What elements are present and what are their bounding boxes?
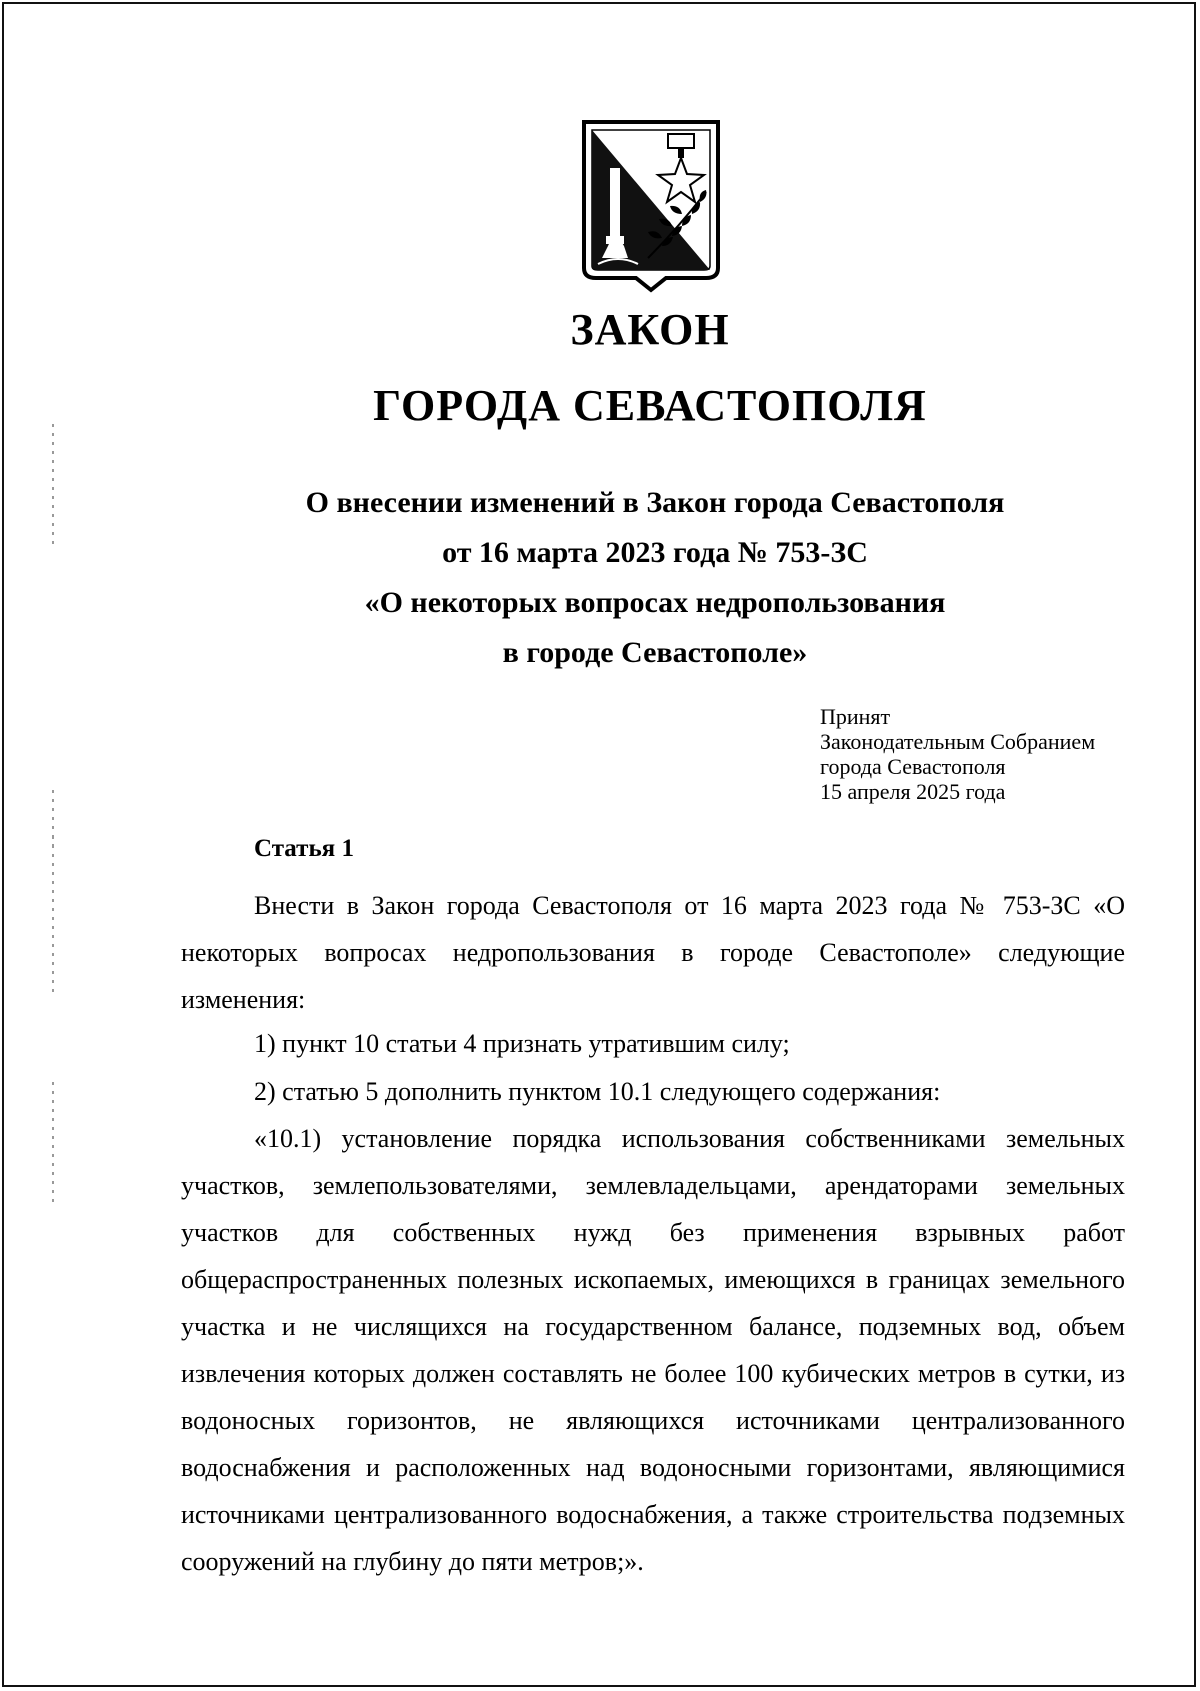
- adoption-line: города Севастополя: [820, 754, 1006, 779]
- article-paragraph: 2) статью 5 дополнить пунктом 10.1 следующего содержания:: [254, 1077, 941, 1106]
- law-heading-line: от 16 марта 2023 года № 753-ЗС: [442, 536, 868, 569]
- scan-margin-mark: [52, 836, 54, 996]
- document-type-title: ЗАКОН: [570, 305, 730, 354]
- adoption-line: Принят: [820, 704, 891, 729]
- coat-of-arms-emblem: [578, 118, 724, 294]
- law-heading-line: в городе Севастополе»: [502, 636, 808, 669]
- law-heading: [0, 478, 1200, 678]
- adoption-date: 15 апреля 2025 года: [820, 779, 1006, 804]
- adoption-line: Законодательным Собранием: [820, 729, 1096, 754]
- article-paragraph: Внести в Закон города Севастополя от 16 марта 2023 года № 753-ЗС «О некоторых вопросах недропользования в городе Севастополе» следующие изменения:: [181, 891, 1125, 1014]
- article-title: Статья 1: [254, 835, 354, 862]
- adoption-block: [820, 704, 1095, 804]
- scan-margin-mark: [52, 1082, 54, 1202]
- law-heading-line: «О некоторых вопросах недропользования: [364, 586, 946, 619]
- law-heading-line: О внесении изменений в Закон города Севастополя: [305, 486, 1005, 519]
- article-paragraph: 1) пункт 10 статьи 4 признать утратившим силу;: [254, 1029, 790, 1058]
- article-paragraph: «10.1) установление порядка использования собственниками земельных участков, землепользователями, землевладельцами, арендаторами земельных участков для собственных нужд без применения взрывных работ общераспространенных полезных ископаемых, имеющихся в границах земельного участка и не числящихся на государственном балансе, подземных вод, объем извлечения которых должен составлять не более 100 кубических метров в сутки, из водоносных горизонтов, не являющихся источниками централизованного водоснабжения и расположенных над водоносными горизонтами, являющимися источниками централизованного водоснабжения, а также строительства подземных сооружений на глубину до пяти метров;».: [181, 1124, 1125, 1576]
- issuing-authority-title: ГОРОДА СЕВАСТОПОЛЯ: [373, 381, 927, 430]
